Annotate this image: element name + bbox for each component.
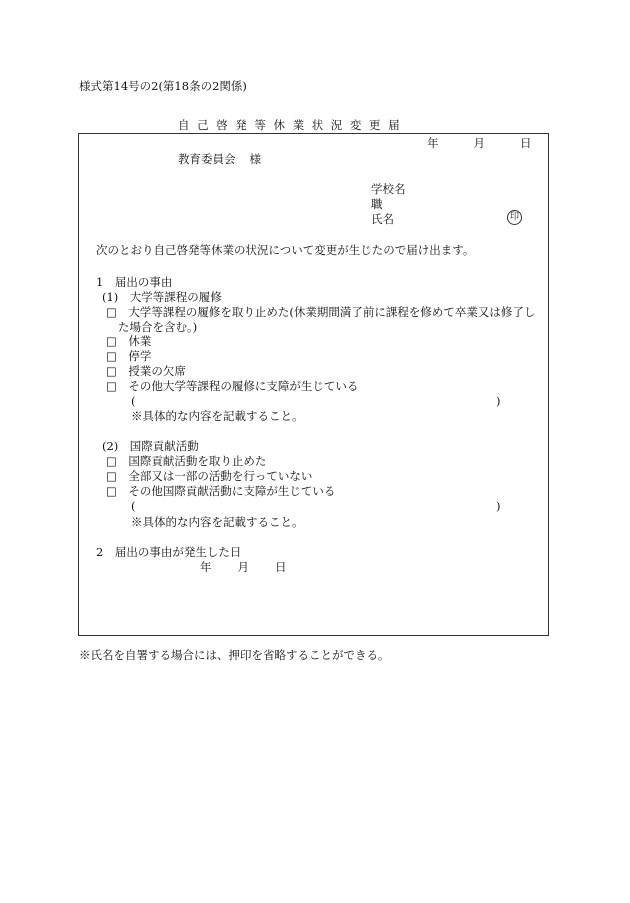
subsection-university-course: (1) 大学等課程の履修: [102, 290, 222, 304]
recipient-honorific: 様: [249, 152, 261, 166]
detail-field-close-paren: ): [496, 394, 501, 408]
recipient-name: 教育委員会: [178, 152, 236, 166]
recipient: [178, 153, 261, 167]
checkbox-option-activity-not-performed[interactable]: □ 全部又は一部の活動を行っていない: [106, 469, 313, 483]
occurrence-day-label: 日: [275, 560, 287, 574]
occurrence-year-label: 年: [200, 560, 212, 574]
section-reason-heading: 1 届出の事由: [96, 275, 173, 289]
submission-date: [427, 137, 532, 151]
detail-field-open-paren-2: (: [131, 499, 136, 513]
detail-note-2: ※具体的な内容を記載すること。: [131, 515, 304, 529]
checkbox-option-activity-withdrawn[interactable]: □ 国際貢献活動を取り止めた: [106, 454, 267, 468]
checkbox-option-course-other[interactable]: □ その他大学等課程の履修に支障が生じている: [106, 379, 359, 393]
form-number: 様式第14号の2(第18条の2関係): [79, 79, 247, 93]
applicant-name-label: 氏名: [371, 212, 394, 226]
date-year-label: 年: [427, 136, 439, 150]
checkbox-option-activity-other[interactable]: □ その他国際貢献活動に支障が生じている: [106, 484, 336, 498]
detail-note: ※具体的な内容を記載すること。: [131, 409, 304, 423]
school-name-label: 学校名: [371, 182, 406, 196]
section-occurrence-date-heading: 2 届出の事由が発生した日: [96, 545, 242, 559]
occurrence-date: [200, 561, 287, 575]
footnote: ※氏名を自署する場合には、押印を省略することができる。: [79, 648, 390, 662]
checkbox-option-suspension[interactable]: □ 停学: [106, 349, 152, 363]
detail-field-close-paren-2: ): [496, 499, 501, 513]
checkbox-option-absence[interactable]: □ 授業の欠席: [106, 364, 186, 378]
document-title: 自己啓発等休業状況変更届: [178, 118, 408, 132]
occurrence-month-label: 月: [237, 560, 249, 574]
intro-text: 次のとおり自己啓発等休業の状況について変更が生じたので届け出ます。: [96, 243, 475, 257]
date-day-label: 日: [520, 136, 532, 150]
detail-field-open-paren: (: [131, 394, 136, 408]
subsection-international-contribution: (2) 国際貢献活動: [102, 439, 199, 453]
seal-icon: 印: [507, 210, 522, 225]
position-label: 職: [371, 197, 383, 211]
date-month-label: 月: [473, 136, 485, 150]
checkbox-option-leave[interactable]: □ 休業: [106, 334, 152, 348]
checkbox-option-course-withdrawn[interactable]: □ 大学等課程の履修を取り止めた(休業期間満了前に課程を修めて卒業又は修了し: [106, 305, 536, 319]
checkbox-option-course-withdrawn-continued: た場合を含む。): [118, 320, 198, 334]
